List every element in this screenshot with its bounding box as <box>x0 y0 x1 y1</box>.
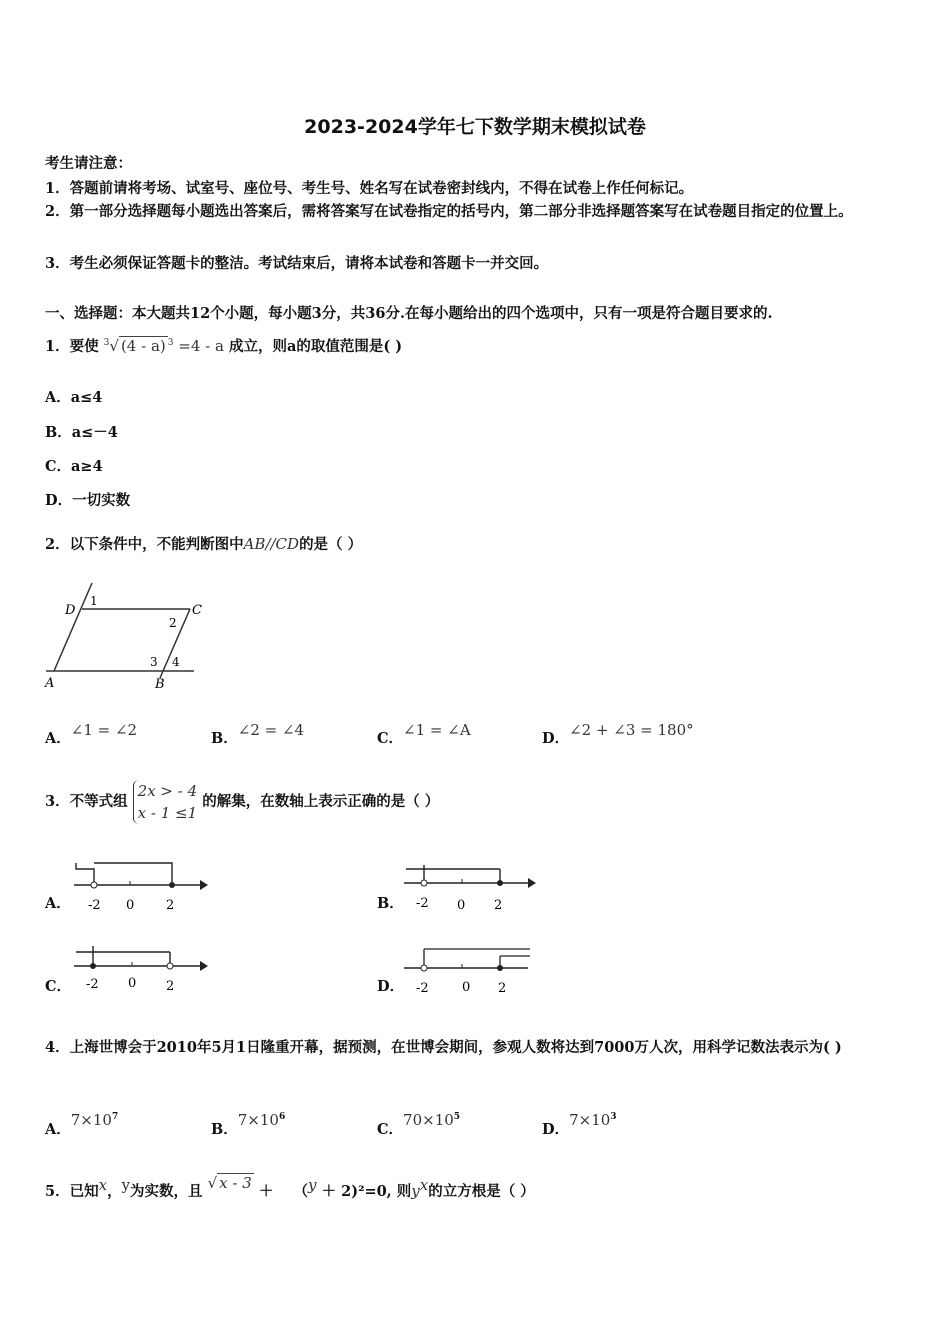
q2-option-d[interactable] <box>542 721 694 748</box>
tick-c-2: 2 <box>166 979 175 994</box>
tick-c-0: 0 <box>128 976 137 991</box>
q5-sqrt: √ x - 3 <box>207 1173 252 1192</box>
q2-option-a-expr: ∠1 = ∠2 <box>70 721 138 739</box>
notice-item-2: 2．第一部分选择题每小题选出答案后，需将答案写在试卷指定的括号内，第二部分非选择题答案写在试卷题目指定的位置上。 <box>45 203 853 220</box>
label-c: C <box>192 603 202 618</box>
q2-option-b-expr: ∠2 = ∠4 <box>237 721 305 739</box>
q4-option-c-mant: 70×10 <box>403 1111 454 1129</box>
q1-option-a[interactable]: A．a≤4 <box>45 389 103 406</box>
q1-option-d[interactable]: D．一切实数 <box>45 492 131 509</box>
notice-item-3: 3．考生必须保证答题卡的整洁。考试结束后，请将本试卷和答题卡一并交回。 <box>45 255 549 272</box>
q1-rhs: =4 - a <box>178 337 224 355</box>
angle-1: 1 <box>90 594 98 608</box>
q4-option-b-exp: 6 <box>278 1112 286 1123</box>
q3-ineq-2: x - 1 ≤1 <box>137 804 198 822</box>
tick-c-neg2: -2 <box>86 977 99 992</box>
q4-option-a-exp: 7 <box>111 1112 119 1123</box>
q5-pow: y <box>411 1181 420 1200</box>
q3-ineq-1: 2x > - 4 <box>137 782 198 800</box>
question-1 <box>45 335 402 356</box>
label-d: D <box>65 603 76 618</box>
q2-option-c-label: C． <box>377 730 404 747</box>
q5-x: x <box>98 1176 108 1194</box>
q3-option-c[interactable]: C． <box>45 978 72 995</box>
q4-option-d[interactable] <box>542 1111 617 1139</box>
tick-b-neg2: -2 <box>416 896 429 911</box>
tick-a-0: 0 <box>126 898 135 913</box>
q2-suffix: 的是（ ） <box>299 536 363 553</box>
tick-d-0: 0 <box>462 980 471 995</box>
q4-option-c-exp: 5 <box>453 1112 461 1123</box>
q1-option-b[interactable]: B．a≤－4 <box>45 424 118 441</box>
q1-radicand: (4 - a) <box>120 337 166 355</box>
q4-option-b[interactable] <box>211 1111 286 1139</box>
line-ad <box>54 583 92 671</box>
question-3 <box>45 780 439 824</box>
tick-d-2: 2 <box>498 981 507 996</box>
q3-suffix: 的解集，在数轴上表示正确的是（ ） <box>202 793 440 810</box>
tick-b-2: 2 <box>494 898 503 913</box>
q3-system <box>133 780 198 824</box>
q4-option-a-mant: 7×10 <box>70 1111 112 1129</box>
q4-option-b-mant: 7×10 <box>237 1111 279 1129</box>
q3-option-a[interactable]: A． <box>45 895 71 912</box>
q5-suffix: 的立方根是（ ） <box>428 1182 535 1200</box>
angle-2: 2 <box>169 616 177 630</box>
tick-d-neg2: -2 <box>416 981 429 996</box>
q5-plus: ＋ <box>258 1182 274 1200</box>
q4-option-d-exp: 3 <box>610 1112 617 1123</box>
q2-figure <box>40 580 210 695</box>
q4-option-b-label: B． <box>211 1121 238 1138</box>
q2-option-c-expr: ∠1 = ∠A <box>403 721 471 739</box>
tick-b-0: 0 <box>457 898 466 913</box>
q4-option-a[interactable] <box>45 1111 119 1139</box>
q2-prefix: 2．以下条件中，不能判断图中 <box>45 536 244 553</box>
q5-mid: 为实数，且 <box>130 1182 203 1200</box>
q5-sep: ， <box>107 1182 122 1200</box>
q3-option-b[interactable]: B． <box>377 895 404 912</box>
q3-numberline-a <box>72 855 212 915</box>
q1-option-c[interactable]: C．a≥4 <box>45 458 103 475</box>
label-b: B <box>155 677 165 692</box>
angle-4: 4 <box>172 655 180 669</box>
q4-option-a-label: A． <box>45 1121 71 1138</box>
q3-numberline-c <box>72 936 212 996</box>
q2-option-b[interactable] <box>211 721 305 748</box>
q2-option-d-expr: ∠2 + ∠3 = 180° <box>569 721 694 739</box>
q3-option-d[interactable]: D． <box>377 978 405 995</box>
q5-radicand: x - 3 <box>219 1173 252 1192</box>
q2-math: AB//CD <box>243 535 300 553</box>
question-5 <box>45 1173 535 1201</box>
q5-y: y <box>121 1176 131 1194</box>
q1-suffix: 成立，则a的取值范围是( ) <box>229 338 403 355</box>
label-a: A <box>45 676 55 691</box>
tick-a-2: 2 <box>166 898 175 913</box>
q2-option-c[interactable] <box>377 721 471 748</box>
q1-exp: 3 <box>167 338 174 348</box>
q4-option-c-label: C． <box>377 1121 404 1138</box>
question-4: 4．上海世博会于2010年5月1日隆重开幕，据预测，在世博会期间，参观人数将达到7000万人次，用科学记数法表示为( ) <box>45 1039 842 1056</box>
question-2 <box>45 533 362 554</box>
q4-option-d-label: D． <box>542 1121 570 1138</box>
q4-option-d-mant: 7×10 <box>569 1111 611 1129</box>
q3-prefix: 3．不等式组 <box>45 793 128 810</box>
q1-expression: $^3$√ (4 - a) $^3$ =4 - a <box>103 337 224 355</box>
q2-option-b-label: B． <box>211 730 238 747</box>
tick-a-neg2: -2 <box>88 898 101 913</box>
q5-rest: ＋ 2)²=0, 则 <box>321 1182 412 1200</box>
section-heading: 一、选择题：本大题共12个小题，每小题3分，共36分.在每小题给出的四个选项中，只有一项是符合题目要求的. <box>45 305 773 322</box>
q5-pow-exp: x <box>419 1176 429 1194</box>
q5-y2: y <box>308 1176 317 1194</box>
notice-item-1: 1．答题前请将考场、试室号、座位号、考生号、姓名写在试卷密封线内，不得在试卷上作任何标记。 <box>45 180 694 197</box>
q1-cube-index: 3 <box>103 338 110 348</box>
q3-numberline-d <box>402 940 542 1000</box>
q1-prefix: 1．要使 <box>45 338 99 355</box>
q4-option-c[interactable] <box>377 1111 461 1139</box>
q5-paren: （ <box>293 1182 309 1200</box>
q2-option-a-label: A． <box>45 730 71 747</box>
page-title: 2023-2024学年七下数学期末模拟试卷 <box>304 116 646 138</box>
angle-3: 3 <box>150 655 158 669</box>
q3-numberline-b <box>402 855 542 915</box>
q5-prefix: 5．已知 <box>45 1182 99 1200</box>
q2-option-a[interactable] <box>45 721 138 748</box>
q2-option-d-label: D． <box>542 730 570 747</box>
notice-heading: 考生请注意： <box>45 155 132 172</box>
